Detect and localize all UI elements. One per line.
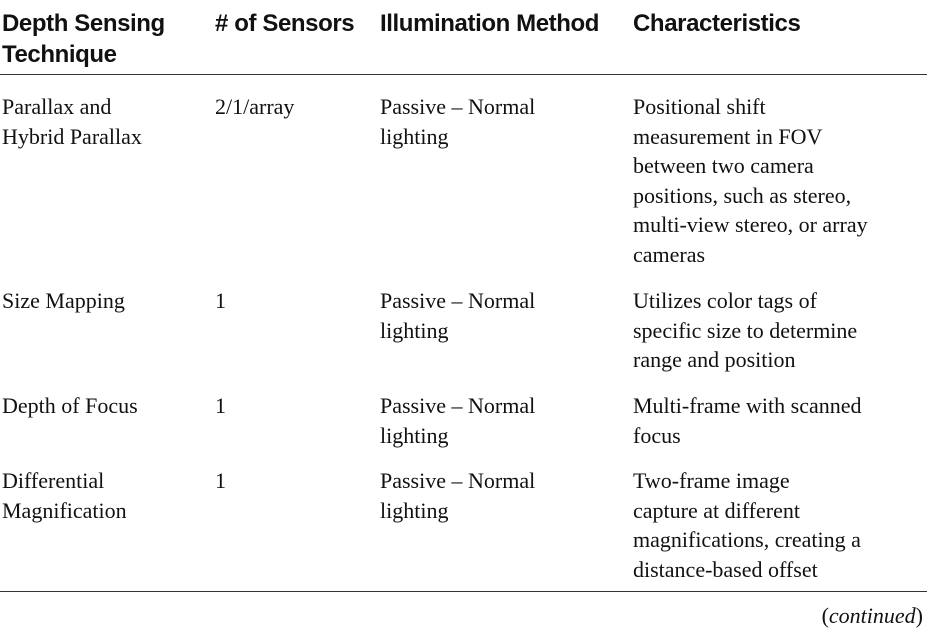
cell-characteristics: Multi-frame with scanned focus — [633, 393, 862, 448]
cell-sensors: 1 — [215, 288, 226, 313]
continued-text: continued — [828, 603, 916, 628]
cell-illumination: Passive – Normal lighting — [380, 468, 536, 523]
cell-technique: Parallax and Hybrid Parallax — [2, 94, 142, 149]
cell-characteristics: Utilizes color tags of specific size to determine range and position — [633, 288, 858, 372]
cell-sensors: 2/1/array — [215, 94, 295, 119]
cell-technique: Differential Magnification — [2, 468, 127, 523]
table-bottom-rule — [0, 591, 927, 592]
cell-illumination: Passive – Normal lighting — [380, 393, 536, 448]
cell-sensors: 1 — [215, 393, 226, 418]
cell-technique: Size Mapping — [2, 288, 125, 313]
header-sensors: # of Sensors — [215, 10, 355, 37]
continued-note: (continued) — [821, 603, 923, 628]
header-illumination: Illumination Method — [380, 10, 600, 37]
cell-sensors: 1 — [215, 468, 226, 493]
cell-illumination: Passive – Normal lighting — [380, 288, 536, 343]
cell-illumination: Passive – Normal lighting — [380, 94, 536, 149]
cell-characteristics: Positional shift measurement in FOV between two camera positions, such as stereo, multi-view stereo, or array cameras — [633, 94, 868, 267]
header-characteristics: Characteristics — [633, 10, 801, 37]
header-technique: Depth Sensing Technique — [2, 10, 165, 68]
table-header-row — [0, 0, 927, 75]
cell-technique: Depth of Focus — [2, 393, 138, 418]
cell-characteristics: Two-frame image capture at different magnifications, creating a distance-based offset — [633, 468, 861, 582]
